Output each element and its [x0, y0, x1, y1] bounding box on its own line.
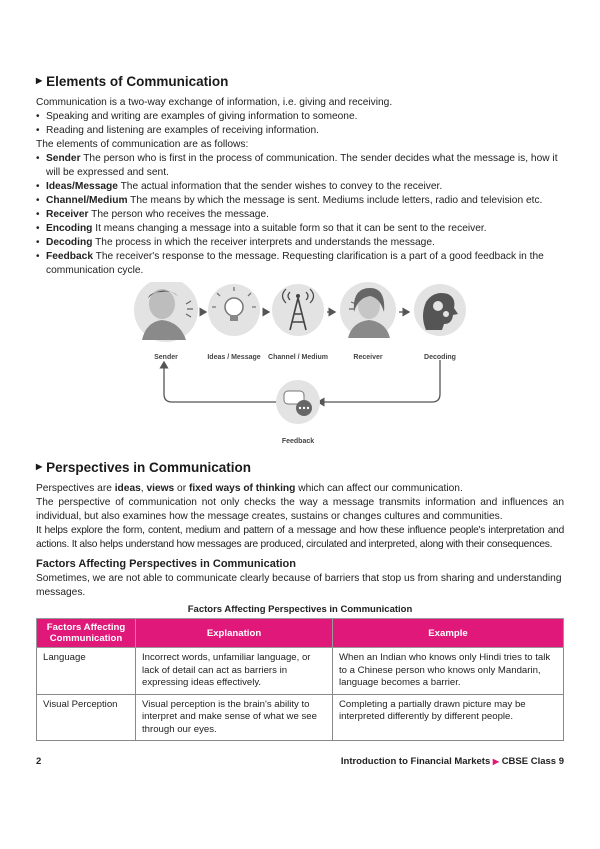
examples-list	[36, 110, 564, 138]
table-cell: Incorrect words, unfamiliar language, or lack of detail can act as barriers in expressing ideas effectively.	[136, 648, 333, 695]
factors-table	[36, 618, 564, 741]
term: Sender	[46, 153, 81, 164]
table-row	[37, 648, 564, 695]
definition: The means by which the message is sent. Mediums include letters, radio and television etc.	[127, 195, 543, 206]
label-channel: Channel / Medium	[268, 354, 328, 361]
term: Feedback	[46, 251, 93, 262]
table-cell: Visual Perception	[37, 694, 136, 741]
communication-cycle-svg	[36, 282, 564, 452]
label-decoding: Decoding	[424, 354, 456, 361]
sender-icon	[134, 282, 198, 342]
elements-intro: The elements of communication are as follows:	[36, 139, 249, 150]
text-run: which can affect our communication.	[295, 483, 463, 494]
term: Encoding	[46, 223, 93, 234]
perspectives-paragraph: The perspective of communication not only checks the way a message transmits information and influences an individual, but also examines how the message creates, sustains or changes cultures and communities.	[36, 497, 564, 522]
brain-gears-icon	[414, 284, 466, 336]
communication-cycle-diagram	[36, 282, 564, 452]
definition: The person who is first in the process of communication. The sender decides what the message is, how it will be expressed and sent.	[46, 153, 558, 178]
triangle-bullet-icon: ▶	[36, 76, 43, 85]
term: Decoding	[46, 237, 93, 248]
term: Channel/Medium	[46, 195, 128, 206]
column-header: Example	[333, 619, 564, 648]
list-item	[36, 208, 564, 222]
list-item	[36, 250, 564, 278]
perspectives-paragraph: It helps explore the form, content, medium and pattern of a message and how these influence people's interpretation and actions. It also helps understand how messages are produced, circulated and interpreted, along with their consequences.	[36, 525, 564, 550]
list-item	[36, 194, 564, 208]
label-ideas: Ideas / Message	[207, 354, 261, 361]
section-heading-elements	[36, 74, 564, 89]
section-title: Perspectives in Communication	[46, 460, 251, 475]
feedback-chat-icon	[276, 380, 320, 424]
table-cell: Visual perception is the brain's ability to interpret and make sense of what we see through our eyes.	[136, 694, 333, 741]
table-cell: Language	[37, 648, 136, 695]
page-content	[36, 74, 564, 741]
definition: The actual information that the sender wishes to convey to the receiver.	[117, 181, 443, 192]
list-item	[36, 180, 564, 194]
book-title: Introduction to Financial Markets	[340, 756, 491, 767]
receiver-icon	[340, 282, 396, 338]
label-feedback: Feedback	[281, 438, 315, 445]
term: Receiver	[46, 209, 89, 220]
bold-term: ideas	[114, 483, 141, 494]
footer-book-info	[341, 756, 564, 767]
page-number: 2	[36, 756, 42, 767]
label-sender: Sender	[154, 354, 178, 361]
label-receiver: Receiver	[353, 354, 383, 361]
table-cell: Completing a partially drawn picture may be interpreted differently by different people.	[333, 694, 564, 741]
table-caption: Factors Affecting Perspectives in Communication	[187, 604, 413, 615]
list-item	[36, 152, 564, 180]
class-label: CBSE Class 9	[501, 756, 564, 767]
definition: The process in which the receiver interprets and understands the message.	[92, 237, 435, 248]
barriers-paragraph: Sometimes, we are not able to communicate clearly because of barriers that stop us from sharing and understanding messages.	[36, 573, 562, 598]
bold-term: fixed ways of thinking	[188, 483, 296, 494]
definition: It means changing a message into a suitable form so that it can be sent to the receiver.	[92, 223, 487, 234]
list-item: • Reading and listening are examples of receiving information.	[36, 124, 564, 138]
arrow	[318, 360, 440, 402]
list-item	[36, 222, 564, 236]
bold-term: views	[146, 483, 175, 494]
triangle-bullet-icon: ▶	[36, 462, 43, 471]
definition: The person who receives the message.	[88, 209, 269, 220]
section-title: Elements of Communication	[46, 74, 229, 89]
table-row	[37, 694, 564, 741]
term: Ideas/Message	[46, 181, 118, 192]
elements-list	[36, 152, 564, 278]
list-item	[36, 236, 564, 250]
table-header-row	[37, 619, 564, 648]
text-run: or	[174, 483, 189, 494]
column-header: Explanation	[136, 619, 333, 648]
column-header: Factors Affecting Communication	[37, 619, 136, 648]
text-run: Perspectives are	[36, 483, 115, 494]
table-cell: When an Indian who knows only Hindi tries to talk to a Chinese person who knows only Mandarin, language becomes a barrier.	[333, 648, 564, 695]
arrow	[164, 362, 278, 402]
radio-tower-icon	[272, 284, 324, 336]
triangle-separator-icon: ▶	[492, 757, 500, 766]
section-heading-perspectives	[36, 460, 564, 475]
text-run: ,	[140, 483, 147, 494]
definition: The receiver's response to the message. Requesting clarification is a part of a good feedback in the communication cycle.	[46, 251, 544, 276]
lightbulb-icon	[208, 284, 260, 336]
subsection-title: Factors Affecting Perspectives in Communication	[36, 558, 296, 570]
intro-text: Communication is a two-way exchange of information, i.e. giving and receiving.	[36, 97, 393, 108]
page-footer	[36, 756, 564, 767]
perspectives-definition	[36, 482, 564, 496]
list-item: • Speaking and writing are examples of giving information to someone.	[36, 110, 564, 124]
